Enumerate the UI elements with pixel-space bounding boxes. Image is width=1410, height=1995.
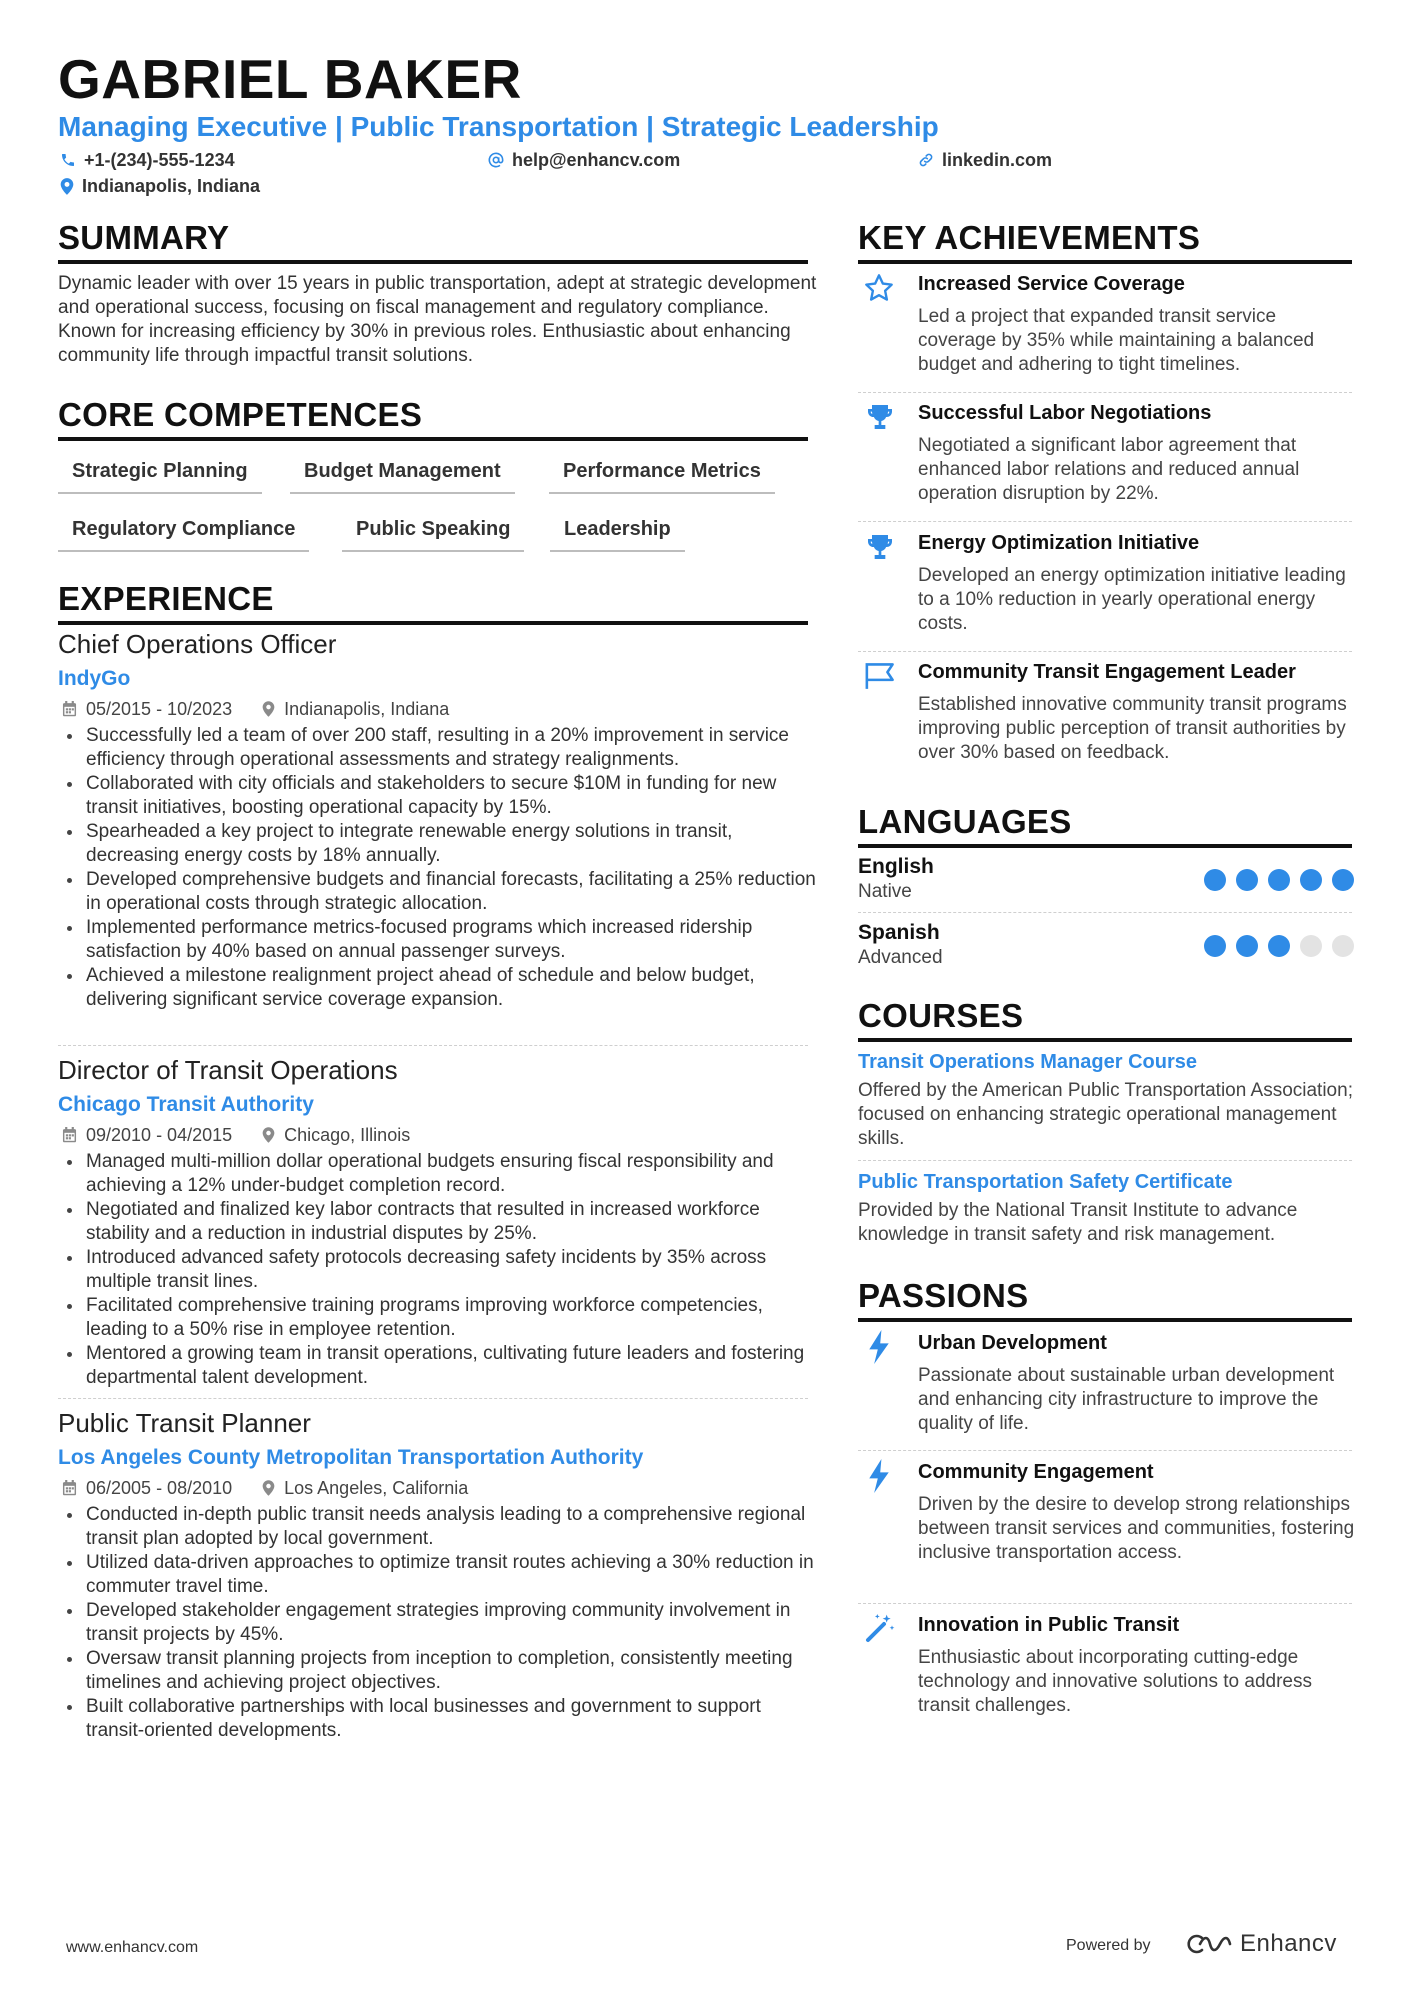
linkedin-text[interactable]: linkedin.com <box>942 150 1053 170</box>
course-title[interactable]: Transit Operations Manager Course <box>858 1051 1197 1073</box>
bullet-item: Built collaborative partnerships with local businesses and government to support transit-oriented developments. <box>58 1695 818 1743</box>
location-pin-icon <box>262 1480 275 1496</box>
competence-tag: Performance Metrics <box>549 456 775 494</box>
language-name: Spanish <box>858 921 940 944</box>
star-icon <box>863 272 895 304</box>
phone-icon <box>60 152 76 168</box>
link-icon <box>918 152 934 168</box>
divider <box>858 1603 1352 1604</box>
passion-item <box>858 1612 1358 1718</box>
achievement-desc: Developed an energy optimization initiative leading to a 10% reduction in yearly operational energy costs. <box>918 565 1346 634</box>
divider <box>858 1450 1352 1451</box>
achievement-item <box>858 400 1358 506</box>
language-item <box>858 854 1352 908</box>
job-title: Public Transit Planner <box>58 1408 311 1438</box>
location-pin-icon <box>60 178 74 195</box>
achievement-item <box>858 271 1358 377</box>
passion-desc: Enthusiastic about incorporating cutting-edge technology and innovative solutions to address transit challenges. <box>918 1647 1312 1716</box>
rating-dot-filled <box>1236 935 1258 957</box>
job-title: Chief Operations Officer <box>58 629 337 659</box>
location-pin-icon <box>262 701 275 717</box>
courses-heading: COURSES <box>858 996 1352 1042</box>
bullet-item: Managed multi-million dollar operational budgets ensuring fiscal responsibility and achieving a 12% under-budget completion record. <box>58 1150 818 1198</box>
achievement-title: Energy Optimization Initiative <box>918 532 1200 554</box>
bullet-item: Mentored a growing team in transit operations, cultivating future leaders and fostering departmental talent development. <box>58 1342 818 1390</box>
summary-text: Dynamic leader with over 15 years in public transportation, adept at strategic development and operational success, focusing on fiscal management and regulatory compliance. Known for increasing efficiency by 30% in previous roles. Enthusiastic about enhancing community life through impactful transit solutions. <box>58 273 817 366</box>
competence-tag: Strategic Planning <box>58 456 262 494</box>
job-title: Director of Transit Operations <box>58 1055 398 1085</box>
rating-dot-filled <box>1268 869 1290 891</box>
job-meta <box>62 1477 818 1499</box>
bullet-item: Spearheaded a key project to integrate renewable energy solutions in transit, decreasing energy costs by 18% annually. <box>58 820 818 868</box>
bullet-item: Introduced advanced safety protocols decreasing safety incidents by 35% across multiple transit lines. <box>58 1246 818 1294</box>
magic-wand-icon <box>864 1612 896 1644</box>
divider <box>858 1160 1352 1161</box>
contact-phone <box>60 148 235 172</box>
company-name[interactable]: Chicago Transit Authority <box>58 1093 314 1116</box>
contact-location <box>60 174 260 198</box>
job-location: Chicago, Illinois <box>284 1125 411 1145</box>
company-name[interactable]: Los Angeles County Metropolitan Transportation Authority <box>58 1446 644 1469</box>
competence-tag: Public Speaking <box>342 514 524 552</box>
phone-text[interactable]: +1-(234)-555-1234 <box>84 150 235 170</box>
experience-heading: EXPERIENCE <box>58 579 808 625</box>
divider <box>58 1045 808 1046</box>
calendar-icon <box>62 701 77 717</box>
passion-desc: Passionate about sustainable urban development and enhancing city infrastructure to improve the quality of life. <box>918 1365 1335 1434</box>
job-meta <box>62 1124 818 1146</box>
course-item <box>858 1049 1358 1151</box>
bullet-item: Developed comprehensive budgets and financial forecasts, facilitating a 25% reduction in operational costs through strategic allocation. <box>58 868 818 916</box>
email-text[interactable]: help@enhancv.com <box>512 150 681 170</box>
achievement-item <box>858 659 1358 765</box>
passion-item <box>858 1459 1358 1565</box>
divider <box>858 392 1352 393</box>
passion-title: Community Engagement <box>918 1461 1154 1483</box>
course-item <box>858 1169 1358 1247</box>
language-rating <box>1204 869 1354 891</box>
job-bullets <box>58 724 818 1012</box>
divider <box>858 521 1352 522</box>
enhancv-logo-icon <box>1186 1932 1232 1956</box>
bullet-item: Utilized data-driven approaches to optimize transit routes achieving a 30% reduction in commuter travel time. <box>58 1551 818 1599</box>
bullet-item: Achieved a milestone realignment project ahead of schedule and below budget, delivering significant service coverage expansion. <box>58 964 818 1012</box>
rating-dot-filled <box>1204 935 1226 957</box>
lightning-icon <box>866 1459 892 1493</box>
rating-dot-filled <box>1332 869 1354 891</box>
location-text: Indianapolis, Indiana <box>82 176 261 196</box>
bullet-item: Negotiated and finalized key labor contracts that resulted in increased workforce stability and a reduction in industrial disputes by 25%. <box>58 1198 818 1246</box>
language-item <box>858 920 1352 974</box>
passion-title: Urban Development <box>918 1332 1107 1354</box>
job-dates: 06/2005 - 08/2010 <box>86 1478 233 1498</box>
bullet-item: Conducted in-depth public transit needs analysis leading to a comprehensive regional transit plan adopted by local government. <box>58 1503 818 1551</box>
rating-dot-empty <box>1332 935 1354 957</box>
experience-entry <box>58 628 818 1012</box>
flag-icon <box>863 660 899 692</box>
language-name: English <box>858 855 934 878</box>
calendar-icon <box>62 1480 77 1496</box>
experience-entry <box>58 1054 818 1390</box>
summary-heading: SUMMARY <box>58 218 808 264</box>
rating-dot-filled <box>1268 935 1290 957</box>
rating-dot-filled <box>1204 869 1226 891</box>
bullet-item: Successfully led a team of over 200 staff, resulting in a 20% improvement in service efficiency through operational assessments and strategy realignments. <box>58 724 818 772</box>
passion-desc: Driven by the desire to develop strong relationships between transit services and communities, fostering inclusive transportation access. <box>918 1494 1355 1563</box>
bullet-item: Collaborated with city officials and stakeholders to secure $10M in funding for new transit initiatives, boosting operational capacity by 15%. <box>58 772 818 820</box>
candidate-name: GABRIEL BAKER <box>58 48 522 110</box>
at-icon <box>488 152 504 168</box>
language-level: Advanced <box>858 947 943 968</box>
achievement-desc: Established innovative community transit programs improving public perception of transit authorities by over 30% based on feedback. <box>918 694 1347 763</box>
lightning-icon <box>866 1330 892 1364</box>
course-desc: Offered by the American Public Transportation Association; focused on enhancing strategic operational management skills. <box>858 1080 1353 1149</box>
bullet-item: Oversaw transit planning projects from inception to completion, consistently meeting timelines and achieving project objectives. <box>58 1647 818 1695</box>
job-bullets <box>58 1150 818 1390</box>
rating-dot-empty <box>1300 935 1322 957</box>
trophy-icon <box>864 401 896 433</box>
achievements-heading: KEY ACHIEVEMENTS <box>858 218 1352 264</box>
passions-heading: PASSIONS <box>858 1276 1352 1322</box>
competence-tag: Budget Management <box>290 456 515 494</box>
passion-title: Innovation in Public Transit <box>918 1614 1180 1636</box>
achievement-desc: Led a project that expanded transit service coverage by 35% while maintaining a balanced budget and adhering to tight timelines. <box>918 306 1315 375</box>
location-pin-icon <box>262 1127 275 1143</box>
enhancv-logo[interactable] <box>1186 1930 1337 1958</box>
rating-dot-filled <box>1300 869 1322 891</box>
trophy-icon <box>864 531 896 563</box>
course-title[interactable]: Public Transportation Safety Certificate <box>858 1171 1233 1193</box>
footer-website[interactable]: www.enhancv.com <box>66 1939 199 1956</box>
divider <box>858 912 1352 913</box>
achievement-item <box>858 530 1358 636</box>
competence-tag: Regulatory Compliance <box>58 514 309 552</box>
contact-email <box>488 148 680 172</box>
languages-heading: LANGUAGES <box>858 802 1352 848</box>
achievement-title: Increased Service Coverage <box>918 273 1185 295</box>
competences-heading: CORE COMPETENCES <box>58 395 808 441</box>
job-meta <box>62 698 818 720</box>
job-location: Indianapolis, Indiana <box>284 699 450 719</box>
job-dates: 05/2015 - 10/2023 <box>86 699 233 719</box>
achievement-desc: Negotiated a significant labor agreement that enhanced labor relations and reduced annual operation disruption by 22%. <box>918 435 1300 504</box>
contact-linkedin <box>918 148 1052 172</box>
calendar-icon <box>62 1127 77 1143</box>
powered-by-label: Powered by <box>1066 1937 1151 1954</box>
candidate-title: Managing Executive | Public Transportation | Strategic Leadership <box>58 111 939 142</box>
experience-entry <box>58 1407 818 1743</box>
bullet-item: Implemented performance metrics-focused programs which increased ridership satisfaction by 40% based on annual passenger surveys. <box>58 916 818 964</box>
passion-item <box>858 1330 1358 1436</box>
course-desc: Provided by the National Transit Institute to advance knowledge in transit safety and risk management. <box>858 1200 1298 1245</box>
rating-dot-filled <box>1236 869 1258 891</box>
divider <box>858 651 1352 652</box>
competence-tag: Leadership <box>550 514 685 552</box>
enhancv-logo-text: Enhancv <box>1240 1930 1337 1957</box>
job-bullets <box>58 1503 818 1743</box>
job-dates: 09/2010 - 04/2015 <box>86 1125 233 1145</box>
company-name[interactable]: IndyGo <box>58 667 131 690</box>
achievement-title: Successful Labor Negotiations <box>918 402 1212 424</box>
language-rating <box>1204 935 1354 957</box>
bullet-item: Facilitated comprehensive training programs improving workforce competencies, leading to a 50% rise in employee retention. <box>58 1294 818 1342</box>
divider <box>58 1398 808 1399</box>
achievement-title: Community Transit Engagement Leader <box>918 661 1296 683</box>
language-level: Native <box>858 881 912 902</box>
bullet-item: Developed stakeholder engagement strategies improving community involvement in transit projects by 45%. <box>58 1599 818 1647</box>
job-location: Los Angeles, California <box>284 1478 469 1498</box>
